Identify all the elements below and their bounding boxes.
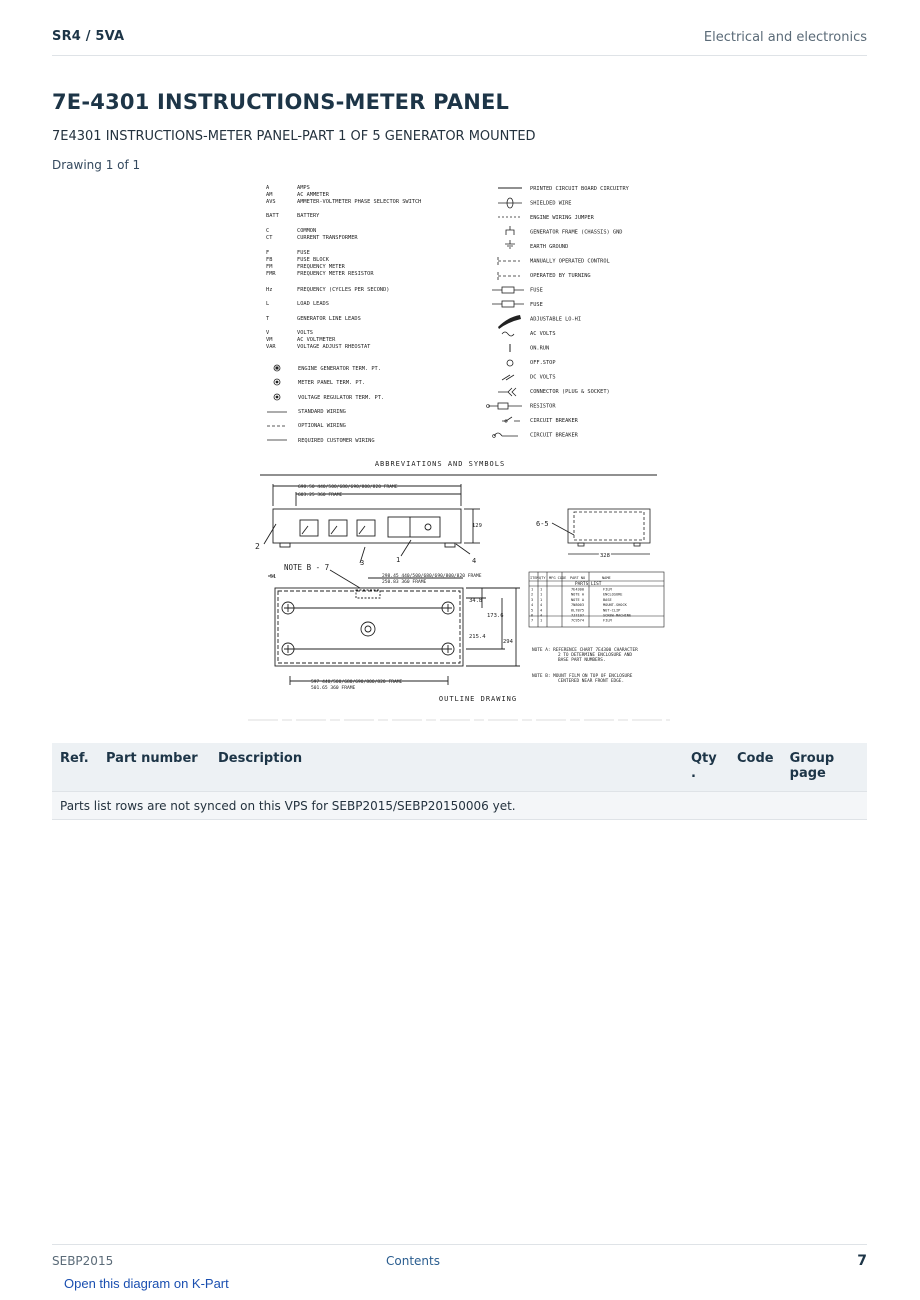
callout-note-b-7: NOTE B - 7: [284, 563, 330, 572]
callout-3: 3: [360, 559, 365, 567]
page-number: 7: [857, 1253, 867, 1269]
symbol-desc: AC VOLTS: [530, 331, 556, 337]
plist-cell: 7E4300: [571, 587, 584, 592]
callout-4: 4: [472, 557, 477, 565]
plist-cell: 7C9574: [571, 618, 584, 623]
col-description: Description: [210, 743, 683, 792]
plist-header: MFG CODE: [549, 576, 567, 580]
side-view: [552, 509, 650, 554]
table-row: [52, 792, 867, 820]
plist-cell: NOTE A: [571, 597, 584, 602]
symbol-desc: MANUALLY OPERATED CONTROL: [530, 258, 610, 265]
front-view: [264, 484, 480, 563]
abbrev-caption: ABBREVIATIONS AND SYMBOLS: [374, 460, 506, 468]
plist-header: ITEM: [530, 576, 539, 580]
dim-height: 129: [472, 523, 482, 529]
symbol-desc: FUSE: [530, 287, 543, 294]
abbrev-desc: AMPS: [297, 185, 310, 191]
symbol-desc: EARTH GROUND: [530, 244, 569, 250]
symbol-desc: CONNECTOR (PLUG & SOCKET): [530, 389, 610, 395]
section-label: Electrical and electronics: [703, 30, 867, 45]
plist-cell: BASE: [603, 597, 612, 602]
symbol-desc: ENGINE WIRING JUMPER: [530, 215, 594, 221]
abbrev-desc: BATTERY: [297, 213, 320, 219]
page-header: [52, 28, 867, 56]
parts-table: [52, 743, 867, 820]
plist-cell: 4: [540, 608, 543, 613]
plist-header: NAME: [602, 576, 611, 580]
schematic-diagram: [240, 176, 680, 726]
abbrev-code: AVS: [266, 199, 276, 205]
abbrev-code: F: [266, 250, 270, 256]
abbrev-code: CT: [266, 235, 273, 241]
symbol-desc: OFF.STOP: [530, 360, 556, 366]
abbrev-desc: COMMON: [297, 228, 317, 234]
symbol-desc: CIRCUIT BREAKER: [530, 432, 578, 439]
dim-d3: 215.4: [469, 634, 486, 640]
abbrev-code: VAR: [266, 344, 276, 350]
page-title: 7E-4301 INSTRUCTIONS-METER PANEL: [52, 90, 510, 114]
abbrev-desc: FUSE BLOCK: [297, 257, 329, 263]
abbrev-desc: LOAD LEADS: [297, 301, 329, 307]
drawing-note: NOTE B: MOUNT FILM ON TOP OF ENCLOSURE: [532, 674, 633, 679]
document-id: SEBP2015: [52, 1254, 114, 1268]
drawing-note: CENTERED NEAR FRONT EDGE.: [558, 679, 625, 684]
dim-bottom-b: 501.65 360 FRAME: [311, 686, 356, 691]
abbrev-desc: CURRENT TRANSFORMER: [297, 235, 358, 241]
abbrev-code: Hz: [266, 287, 273, 293]
abbrev-code: L: [266, 301, 270, 307]
plist-cell: NUT-CLIP: [603, 608, 621, 613]
plist-cell: 5: [531, 608, 534, 613]
abbrev-code: FB: [266, 257, 273, 263]
plist-cell: MOUNT-SHOCK: [603, 603, 627, 608]
abbrev-desc: FREQUENCY (CYCLES PER SECOND): [297, 287, 390, 293]
dim-top-a: 298.45 440/500/680/690/800/820 FRAME: [382, 574, 482, 579]
dim-d4: 294: [503, 639, 513, 645]
abbrev-desc: FREQUENCY METER: [297, 264, 345, 270]
abbrev-desc: VOLTAGE ADJUST RHEOSTAT: [297, 344, 371, 350]
top-view: [268, 570, 520, 685]
dim-d1: 34.8: [469, 598, 483, 604]
dim-width-top-a: 698.50 440/500/680/690/800/820 FRAME: [298, 485, 398, 490]
plist-cell: 2: [531, 592, 534, 597]
drawing-note: BASE PART NUMBERS.: [558, 658, 606, 663]
terminal-regulator: VOLTAGE REGULATOR TERM. PT.: [298, 395, 385, 401]
symbol-desc: RESISTOR: [530, 403, 556, 410]
wiring-optional: OPTIONAL WIRING: [298, 423, 346, 429]
plist-cell: 7: [531, 618, 534, 623]
plist-cell: 7J7197: [571, 613, 584, 618]
abbrev-code: BATT: [266, 213, 279, 219]
dim-d2: 173.6: [487, 613, 504, 619]
symbol-desc: CIRCUIT BREAKER: [530, 418, 578, 424]
col-group-page: Group page: [782, 743, 867, 792]
abbreviations-list: [266, 185, 421, 444]
abbrev-code: T: [266, 316, 270, 322]
col-qty: Qty .: [683, 743, 729, 792]
wiring-standard: STANDARD WIRING: [298, 409, 346, 415]
symbol-desc: GENERATOR FRAME (CHASSIS) GND: [530, 229, 623, 236]
plist-cell: 6: [531, 613, 534, 618]
drawing-note: 2 TO DETERMINE ENCLOSURE AND: [558, 653, 633, 658]
abbrev-code: AM: [266, 192, 273, 198]
model-label: SR4 / 5VA: [52, 29, 125, 44]
plist-cell: 7N8003: [571, 603, 584, 608]
plist-cell: FILM: [603, 587, 612, 592]
abbrev-code: C: [266, 228, 270, 234]
abbrev-code: VM: [266, 337, 273, 343]
page-footer: [52, 1244, 867, 1275]
col-part-number: Part number: [98, 743, 210, 792]
symbol-desc: ADJUSTABLE LO-HI: [530, 316, 582, 323]
plist-header: QTY: [539, 576, 546, 580]
plist-cell: FILM: [603, 618, 612, 623]
dim-width-top-b: 603.25 360 FRAME: [298, 493, 343, 498]
terminal-engine: ENGINE GENERATOR TERM. PT.: [298, 366, 381, 372]
parts-table-header-row: [52, 743, 867, 792]
plist-cell: 4: [540, 603, 543, 608]
abbrev-desc: GENERATOR LINE LEADS: [297, 316, 361, 322]
terminal-meter: METER PANEL TERM. PT.: [298, 380, 365, 386]
plist-cell: 6L7875: [571, 608, 584, 613]
symbol-desc: OPERATED BY TURNING: [530, 273, 591, 279]
plist-cell: 1: [540, 618, 543, 623]
callout-6-5: 6-5: [536, 520, 549, 528]
symbol-desc: DC VOLTS: [530, 374, 556, 381]
plist-cell: 1: [540, 597, 543, 602]
symbol-desc: SHIELDED WIRE: [530, 200, 572, 207]
plist-cell: 1: [531, 587, 534, 592]
dim-left: 51: [270, 574, 277, 580]
abbrev-desc: AC VOLTMETER: [297, 337, 336, 343]
outline-caption: OUTLINE DRAWING: [438, 695, 518, 703]
abbrev-code: FM: [266, 264, 273, 270]
col-code: Code: [729, 743, 782, 792]
abbrev-code: V: [266, 330, 270, 336]
plist-cell: SCREW-MACHINE: [603, 613, 632, 618]
abbrev-desc: VOLTS: [297, 330, 313, 336]
dim-side-width: 328: [600, 553, 610, 559]
abbrev-code: A: [266, 185, 270, 191]
plist-cell: 3: [531, 597, 534, 602]
sync-message: Parts list rows are not synced on this VPS for SEBP2015/SEBP20150006 yet.: [52, 792, 867, 820]
callout-1: 1: [396, 556, 401, 564]
contents-link[interactable]: Contents: [386, 1254, 440, 1268]
dim-top-b: 250.83 360 FRAME: [382, 580, 427, 585]
dim-bottom-a: 597 440/500/680/690/800/820 FRAME: [311, 680, 403, 685]
symbols-list: [487, 186, 630, 439]
symbol-desc: FUSE: [530, 302, 543, 308]
symbol-desc: ON.RUN: [530, 345, 550, 352]
abbrev-desc: AC AMMETER: [297, 192, 329, 198]
callout-2: 2: [255, 542, 260, 551]
abbrev-desc: AMMETER-VOLTMETER PHASE SELECTOR SWITCH: [297, 199, 422, 205]
plist-cell: 4: [531, 603, 534, 608]
abbrev-desc: FREQUENCY METER RESISTOR: [297, 271, 374, 277]
plist-cell: 4: [540, 613, 543, 618]
plist-cell: 1: [540, 592, 543, 597]
plist-cell: ENCLOSURE: [603, 592, 623, 597]
plist-cell: NOTE A: [571, 592, 584, 597]
plist-caption: PARTS LIST: [575, 582, 602, 587]
symbol-desc: PRINTED CIRCUIT BOARD CIRCUITRY: [530, 186, 629, 192]
open-kpart-link[interactable]: Open this diagram on K-Part: [64, 1276, 229, 1291]
abbrev-desc: FUSE: [297, 250, 310, 256]
drawing-count: Drawing 1 of 1: [52, 158, 141, 172]
plist-cell: 1: [540, 587, 543, 592]
drawing-parts-list: [529, 572, 664, 627]
abbrev-code: FMR: [266, 271, 276, 277]
drawing-note: NOTE A: REFERENCE CHART 7E4300 CHARACTER: [532, 648, 638, 653]
plist-header: PART NO: [570, 576, 586, 580]
col-ref: Ref.: [52, 743, 98, 792]
page-subtitle: 7E4301 INSTRUCTIONS-METER PANEL-PART 1 OF 5 GENERATOR MOUNTED: [52, 129, 536, 144]
wiring-required: REQUIRED CUSTOMER WIRING: [298, 438, 375, 444]
